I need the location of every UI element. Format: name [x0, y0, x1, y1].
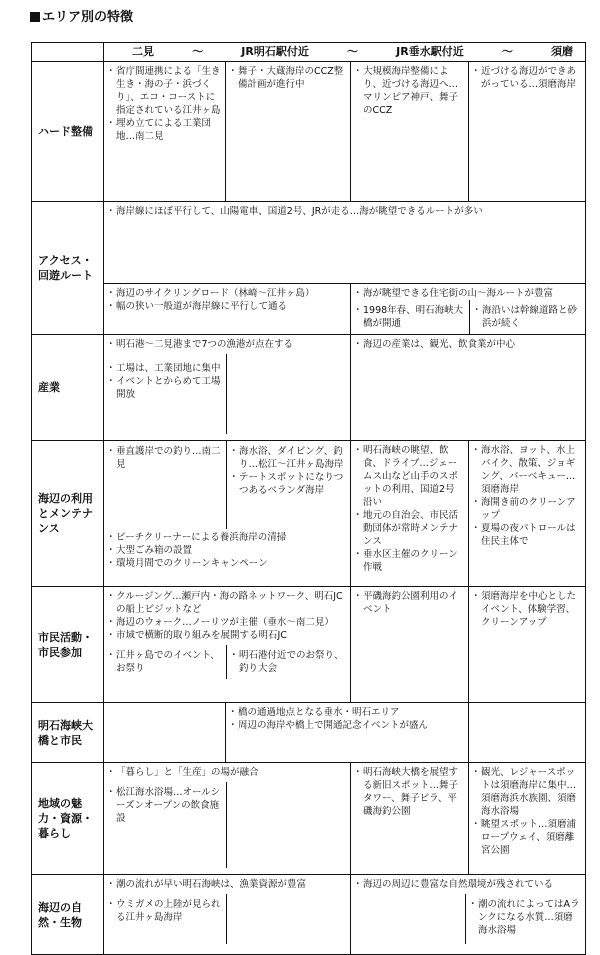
list-item: ・ ウミガメの上陸が見られる江井ヶ島海岸 — [108, 898, 222, 924]
list-item: ・ 松江海水浴場…オールシーズンオープンの飲食施設 — [108, 786, 222, 825]
cell — [104, 284, 351, 335]
cell-sub — [104, 782, 226, 868]
row-industry — [32, 335, 586, 441]
list-item: ・ 近づける海辺ができあがっている…須磨海岸 — [473, 65, 581, 91]
area-feature-table — [31, 42, 586, 955]
cell-sub — [226, 645, 350, 679]
list-item: ・ 大規模海岸整備により、近づける海辺へ…マリンピア神戸、舞子のCCZ — [355, 65, 464, 117]
row-label: 地域の魅力・資源・暮らし — [32, 763, 104, 875]
row-use — [32, 441, 586, 587]
row-hard — [32, 62, 586, 202]
list-item: ・ 1998年春、明石海峡大橋が開通 — [355, 304, 465, 330]
row-label: 市民活動・市民参加 — [32, 587, 104, 703]
list-item: ・ 環境月間でのクリーンキャンペーン — [108, 557, 346, 570]
list-item: ・ 海が眺望できる住宅街の山〜海ルートが豊富 — [355, 287, 581, 300]
header-futami: 二見 — [132, 45, 154, 58]
cell — [104, 763, 351, 875]
list-item: ・ 眺望スポット…須磨浦ロープウェイ、須磨離宮公園 — [473, 818, 581, 857]
cell-sub — [469, 300, 585, 334]
cell — [104, 441, 351, 587]
header-tarumi: JR垂水駅付近 — [396, 45, 464, 58]
row-label: ハード整備 — [32, 62, 104, 202]
row-label: 明石海峡大橋と市民 — [32, 703, 104, 763]
list-item: ・ 「暮らし」と「生産」の場が融合 — [108, 766, 346, 779]
row-bridge — [32, 703, 586, 763]
list-item: ・ 海辺の周辺に豊富な自然環境が残されている — [355, 878, 581, 891]
cell — [104, 875, 351, 955]
list-item: ・ 海水浴、ヨット、水上バイク、散策、ジョギング、バーベキュー…須磨海岸 — [473, 444, 581, 496]
header-corner — [32, 43, 104, 62]
cell — [351, 875, 586, 955]
header-tilde: 〜 — [347, 45, 358, 58]
header-row — [32, 43, 586, 62]
cell — [469, 441, 586, 587]
row-label: 産業 — [32, 335, 104, 441]
cell — [469, 587, 586, 703]
area-header — [104, 43, 586, 62]
cell-sub — [226, 894, 350, 944]
list-item: ・ 海辺のウォーク…ノーリツが主催（垂水〜南二見） — [108, 616, 346, 629]
row-nature — [32, 875, 586, 955]
list-item: ・ 海水浴、ダイビング、釣り…松江〜江井ヶ島海岸 — [231, 445, 346, 471]
cell — [104, 202, 586, 284]
cell — [351, 335, 586, 441]
header-akashi: JR明石駅付近 — [241, 45, 309, 58]
list-item: ・ 海辺の産業は、観光、飲食業が中心 — [355, 338, 581, 351]
cell — [351, 62, 469, 202]
cell-sub — [226, 354, 350, 434]
cell-sub — [226, 782, 350, 868]
cell — [104, 703, 226, 763]
cell-sub — [351, 300, 469, 334]
list-item: ・ 市域で横断的取り組みを展開する明石JC — [108, 629, 346, 642]
list-item: ・ 明石海峡大橋を展望する新旧スポット…舞子タワー、舞子ビラ、平磯海釣公園 — [355, 766, 464, 818]
cell-sub — [104, 441, 226, 529]
list-item: ・ 江井ヶ島でのイベント、お祭り — [108, 649, 222, 675]
list-item: ・ 平磯海釣公園利用のイベント — [355, 590, 464, 616]
square-bullet-icon — [30, 12, 40, 22]
header-suma: 須磨 — [551, 45, 573, 58]
list-item: ・ 潮の流れによってはAランクになる水質…須磨海水浴場 — [470, 898, 581, 937]
cell — [351, 284, 586, 335]
cell — [104, 62, 226, 202]
list-item: ・ 省庁間連携による「生き生き・海の子・浜づくり」、エコ・コーストに指定されている江井ヶ島 — [108, 65, 221, 117]
section-title — [30, 6, 133, 25]
title-text: エリア別の特徴 — [42, 10, 134, 25]
list-item: ・ イベントとからめて工場開放 — [108, 375, 222, 401]
list-item: ・ 観光、レジャースポットは須磨海岸に集中…須磨海浜水族園、須磨海水浴場 — [473, 766, 581, 818]
list-item: ・ 工場は、工業団地に集中 — [108, 362, 222, 375]
row-label: アクセス・回遊ルート — [32, 202, 104, 335]
cell-sub — [104, 894, 226, 944]
cell — [351, 441, 469, 587]
list-item: ・ 夏場の夜パトロールは住民主体で — [473, 522, 581, 548]
list-item: ・ 海開き前のクリーンアップ — [473, 496, 581, 522]
list-item: ・ クルージング…瀬戸内・海の路ネットワーク、明石JCの船上ビジットなど — [108, 590, 346, 616]
list-item: ・ ビーチクリーナーによる養浜海岸の清掃 — [108, 531, 346, 544]
cell — [104, 335, 351, 441]
cell — [469, 62, 586, 202]
list-item: ・ 須磨海岸を中心としたイベント、体験学習、クリーンアップ — [473, 590, 581, 629]
header-tilde: 〜 — [192, 45, 204, 58]
cell — [104, 587, 351, 703]
list-item: ・ 埋め立てによる工業団地…南二見 — [108, 117, 221, 143]
list-item: ・ 明石港付近でのお祭り、釣り大会 — [231, 649, 346, 675]
header-tilde: 〜 — [501, 45, 513, 58]
list-item: ・ 垂水区主催のクリーン作戦 — [355, 548, 464, 574]
row-access — [32, 202, 586, 284]
cell-sub — [226, 441, 350, 529]
row-access-sub — [32, 284, 586, 335]
cell — [226, 703, 469, 763]
cell — [469, 763, 586, 875]
cell-sub — [104, 645, 226, 679]
list-item: ・ 幅の狭い一般道が海岸線に平行して通る — [108, 300, 346, 313]
list-item: ・ 潮の流れが早い明石海峡は、漁業資源が豊富 — [108, 878, 346, 891]
row-label: 海辺の自然・生物 — [32, 875, 104, 955]
list-item: ・ 地元の自治会、市民活動団体が常時メンテナンス — [355, 509, 464, 548]
cell-sub — [465, 894, 585, 944]
list-item: ・ 橋の通過地点となる垂水・明石エリア — [230, 706, 464, 719]
cell — [351, 587, 469, 703]
list-item: ・ 周辺の海岸や橋上で開通記念イベントが盛ん — [230, 719, 464, 732]
cell-sub — [351, 894, 465, 944]
list-item: ・ 明石港〜二見港まで7つの漁港が点在する — [108, 338, 346, 351]
cell-sub — [104, 354, 226, 434]
row-civic — [32, 587, 586, 703]
list-item: ・ 大型ごみ箱の設置 — [108, 544, 346, 557]
row-label: 海辺の利用とメンテナンス — [32, 441, 104, 587]
list-item: ・ 明石海峡の眺望、飲食、ドライブ…ジェームス山など山手のスポットの利用、国道2号沿い — [355, 444, 464, 509]
list-item: ・ 海辺のサイクリングロード（林崎〜江井ヶ島） — [108, 287, 346, 300]
cell — [351, 763, 469, 875]
list-item: ・ 海岸線にほぼ平行して、山陽電車、国道2号、JRが走る…海が眺望できるルートが多い — [108, 205, 581, 218]
list-item: ・ 海沿いは幹線道路と砂浜が続く — [474, 304, 581, 330]
list-item: ・ 垂直護岸での釣り…南二見 — [108, 445, 222, 471]
cell — [226, 62, 351, 202]
list-item: ・ 舞子・大蔵海岸のCCZ整備計画が進行中 — [230, 65, 346, 91]
row-charm — [32, 763, 586, 875]
cell — [469, 703, 586, 763]
list-item: ・ テートスポットになりつつあるベランダ海岸 — [231, 471, 346, 497]
